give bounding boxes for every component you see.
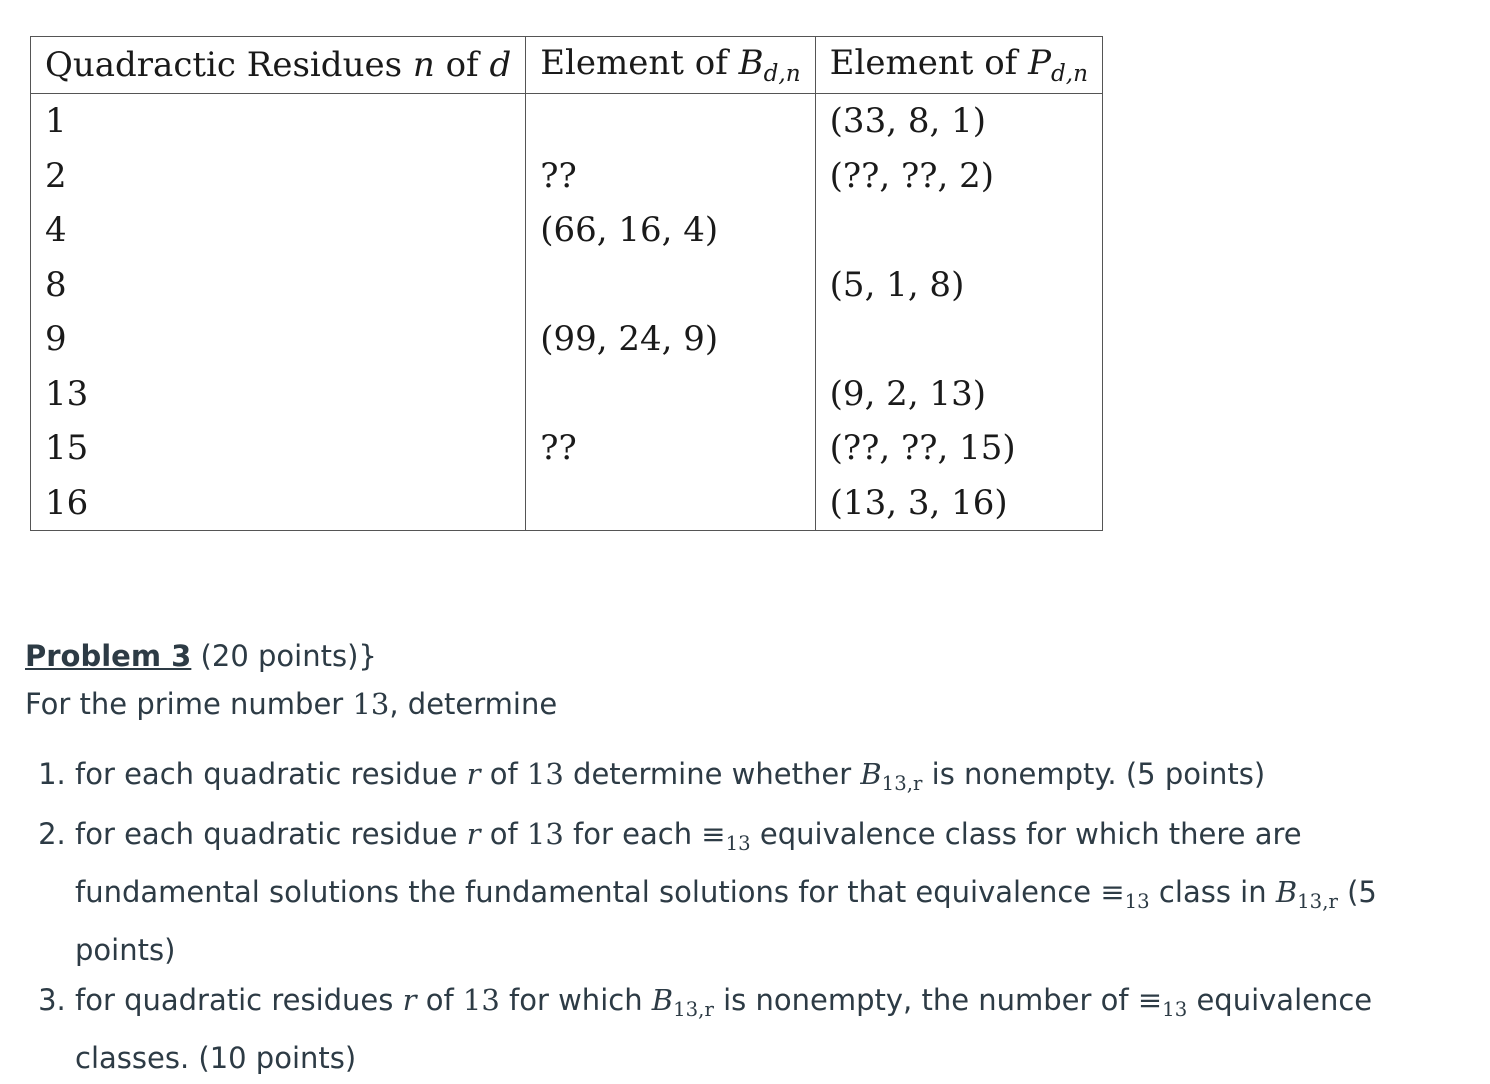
cell-element-b: ??: [526, 421, 815, 476]
list-item: 3. for quadratic residues r of 13 for which $B_{13,r}$ is nonempty, the number of $\equiv_{13}$ equivalence classes. (10 points): [75, 976, 1475, 1082]
table-row: [31, 203, 1103, 258]
cell-residue: 2: [31, 149, 526, 204]
list-item: 1. for each quadratic residue r of 13 determine whether $B_{13,r}$ is nonempty. (5 points): [75, 750, 1475, 808]
cell-residue: 9: [31, 312, 526, 367]
table-row: [31, 312, 1103, 367]
cell-element-b: [526, 94, 815, 149]
problem-section: [25, 632, 1475, 1084]
problem-list: [25, 750, 1475, 1082]
header-element-p: Element of $P_{d,n}$: [815, 37, 1102, 94]
cell-residue: 13: [31, 367, 526, 422]
cell-element-p: (??, ??, 15): [815, 421, 1102, 476]
problem-heading-line: [25, 632, 1475, 680]
problem-intro: For the prime number 13, determine: [25, 687, 558, 721]
table-row: [31, 149, 1103, 204]
cell-element-b: ??: [526, 149, 815, 204]
header-element-b: Element of $B_{d,n}$: [526, 37, 815, 94]
cell-element-p: [815, 312, 1102, 367]
table-row: [31, 367, 1103, 422]
cell-residue: 1: [31, 94, 526, 149]
cell-element-p: (13, 3, 16): [815, 476, 1102, 531]
list-item: 2. for each quadratic residue r of 13 for each $\equiv_{13}$ equivalence class for which there are fundamental solutions the fundamental solutions for that equivalence $\equiv_{13}$ class in $B_{13,r}$ (5 points): [75, 810, 1475, 974]
cell-element-p: (9, 2, 13): [815, 367, 1102, 422]
cell-element-b: [526, 476, 815, 531]
cell-element-p: (5, 1, 8): [815, 258, 1102, 313]
cell-element-b: (99, 24, 9): [526, 312, 815, 367]
cell-residue: 8: [31, 258, 526, 313]
cell-element-b: (66, 16, 4): [526, 203, 815, 258]
cell-residue: 16: [31, 476, 526, 531]
cell-element-p: [815, 203, 1102, 258]
cell-element-b: [526, 258, 815, 313]
table-row: [31, 258, 1103, 313]
table-row: [31, 476, 1103, 531]
table-row: [31, 94, 1103, 149]
cell-element-b: [526, 367, 815, 422]
residue-table: [30, 36, 1103, 531]
problem-points: (20 points)}: [191, 639, 377, 673]
problem-heading: Problem 3: [25, 639, 192, 673]
cell-element-p: (??, ??, 2): [815, 149, 1102, 204]
table-row: [31, 421, 1103, 476]
cell-residue: 15: [31, 421, 526, 476]
cell-element-p: (33, 8, 1): [815, 94, 1102, 149]
table-header-row: [31, 37, 1103, 94]
cell-residue: 4: [31, 203, 526, 258]
header-quadratic-residues: Quadractic Residues n of d: [31, 37, 526, 94]
